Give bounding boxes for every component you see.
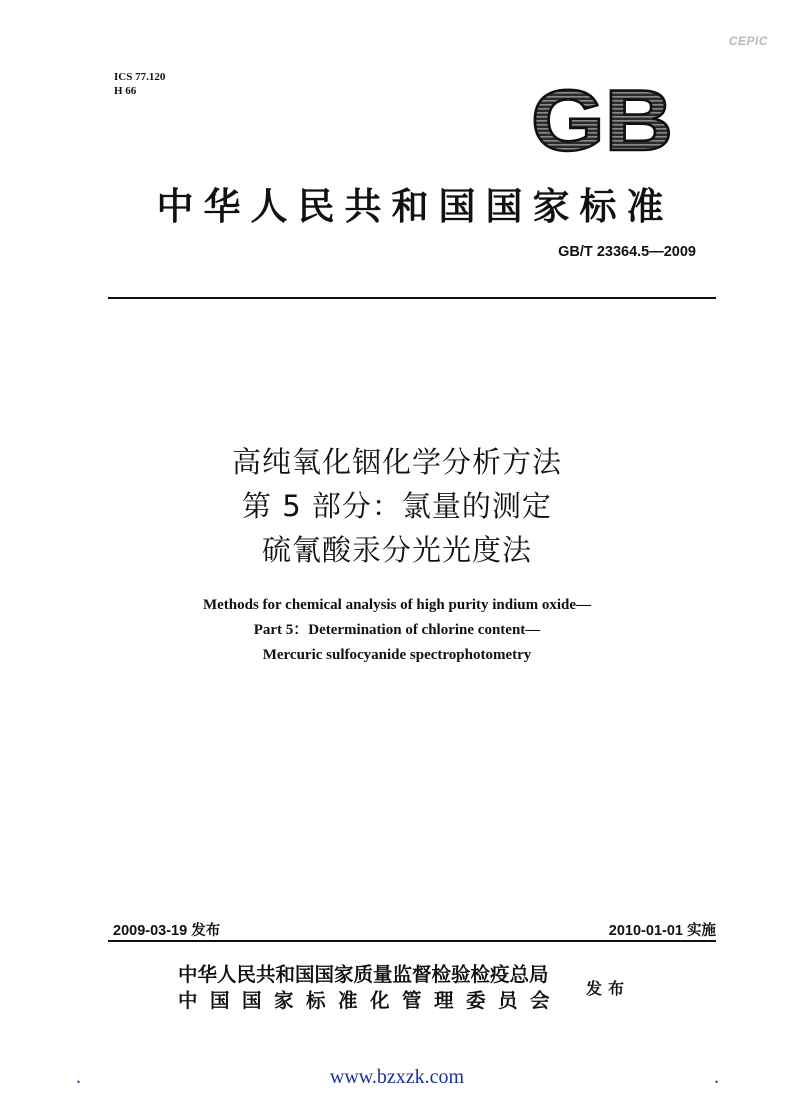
bottom-divider — [108, 940, 716, 942]
gb-logo-icon — [528, 80, 676, 158]
issue-date: 2009-03-19 发布 — [113, 923, 221, 939]
chinese-title-line: 第 5 部分：氯量的测定 — [242, 489, 552, 523]
english-title-line: Part 5：Determination of chlorine content— — [253, 622, 541, 638]
english-title — [0, 593, 794, 668]
issuing-authorities — [178, 962, 562, 1014]
publish-label: 发布 — [586, 979, 631, 998]
footer-dot-right: . — [714, 1066, 719, 1088]
chinese-title-line: 硫氰酸汞分光光度法 — [261, 533, 532, 567]
ics-code: ICS 77.120 — [114, 71, 166, 83]
issuer-sac: 中国国家标准化管理委员会 — [178, 989, 563, 1012]
chinese-title-line: 高纯氧化铟化学分析方法 — [231, 445, 562, 479]
chinese-title — [0, 440, 794, 572]
standard-number: GB/T 23364.5—2009 — [558, 244, 696, 260]
classification-codes — [114, 70, 165, 98]
english-title-line: Mercuric sulfocyanide spectrophotometry — [262, 647, 532, 663]
implementation-date: 2010-01-01 实施 — [608, 923, 716, 939]
english-title-line: Methods for chemical analysis of high purity indium oxide— — [202, 597, 592, 613]
footer-dot-left: . — [76, 1066, 81, 1088]
ccs-code: H 66 — [114, 85, 137, 97]
top-divider — [108, 297, 716, 299]
watermark-cepic: CEPIC — [728, 34, 768, 48]
national-standard-title: 中华人民共和国国家标准 — [156, 184, 674, 228]
website-link[interactable]: www.bzxzk.com — [329, 1066, 465, 1088]
gb-logo-text: GB — [531, 80, 673, 158]
issuer-aqsiq: 中华人民共和国国家质量监督检验检疫总局 — [178, 963, 549, 986]
